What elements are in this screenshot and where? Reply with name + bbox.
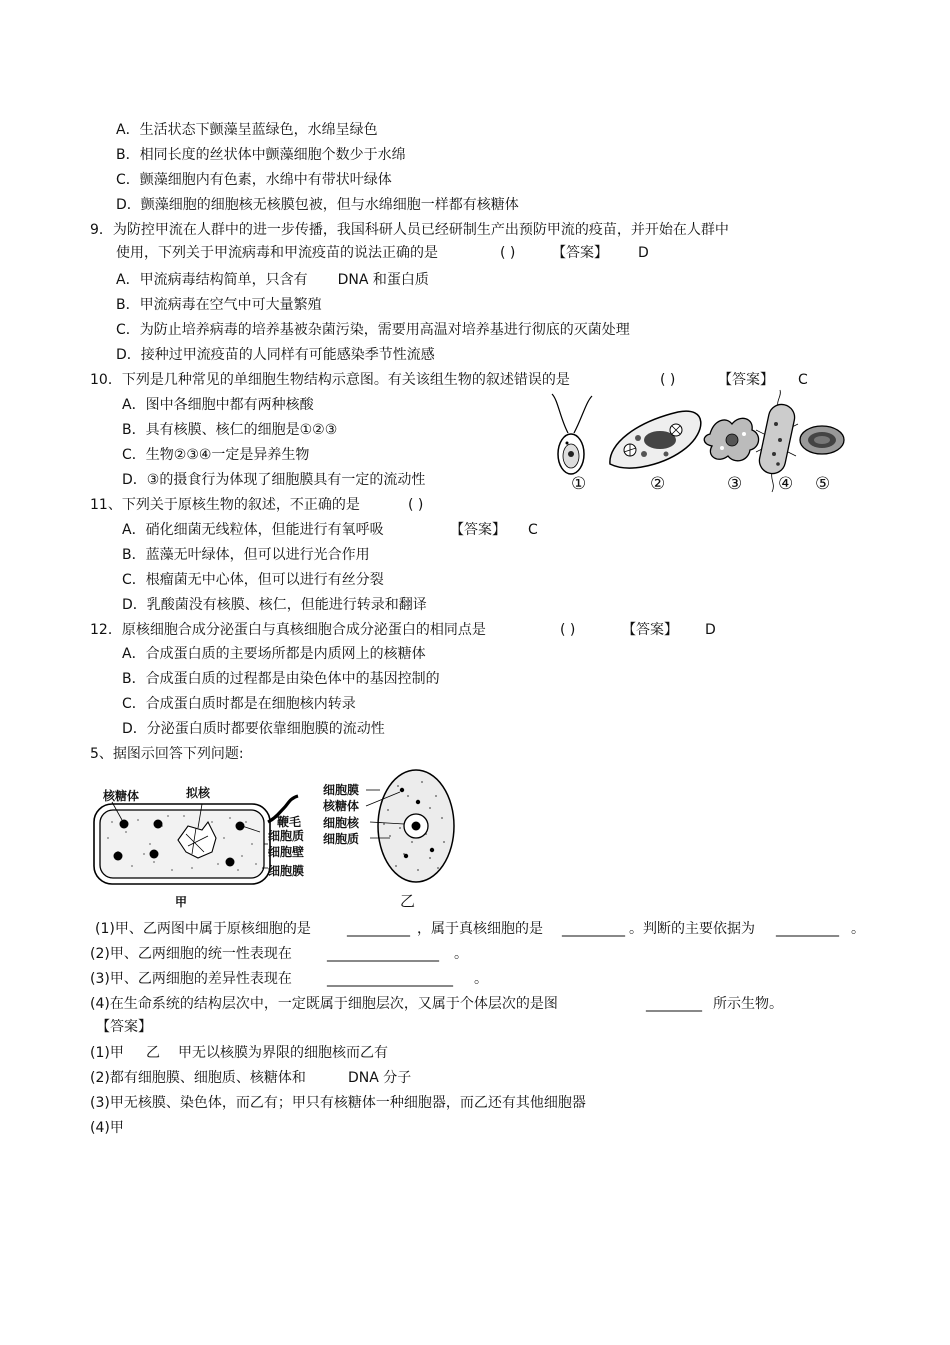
q12-option-b: B．合成蛋白质的过程都是由染色体中的基因控制的	[122, 671, 440, 687]
q11-answer-tag: 【答案】	[450, 522, 506, 538]
jia-label-cytoplasm: 细胞质	[268, 829, 305, 843]
q12-answer: D	[705, 622, 716, 638]
q9-option-d: D．接种过甲流疫苗的人同样有可能感染季节性流感	[116, 347, 435, 363]
q5-answer-1	[90, 1043, 388, 1063]
jia-label-ribosome: 核糖体	[103, 789, 140, 803]
q5-sub3	[90, 969, 488, 989]
q12-paren: ( )	[560, 622, 576, 638]
yi-label-cytoplasm: 细胞质	[323, 832, 360, 846]
q9-stem-line1: 9．为防控甲流在人群中的进一步传播，我国科研人员已经研制生产出预防甲流的疫苗，并开始在人群中	[90, 222, 729, 238]
q11-option-a: A．硝化细菌无线粒体，但能进行有氧呼吸	[122, 522, 384, 538]
q10-option-d: D．③的摄食行为体现了细胞膜具有一定的流动性	[122, 472, 426, 488]
yi-label-ribosome: 核糖体	[323, 799, 360, 813]
q12-answer-tag: 【答案】	[622, 622, 678, 638]
q5-answer-4: (4)甲	[90, 1120, 124, 1136]
jia-label-cell-wall: 细胞壁	[268, 845, 305, 859]
yi-label-cell-membrane: 细胞膜	[323, 783, 360, 797]
q8-option-d: D．颤藻细胞的细胞核无核膜包被，但与水绵细胞一样都有核糖体	[116, 197, 519, 213]
q10-answer: C	[798, 372, 808, 388]
q10-figure-label-1: ①	[571, 474, 587, 494]
q10-option-a: A．图中各细胞中都有两种核酸	[122, 397, 314, 413]
q5-sub1-text-d: 。	[851, 921, 865, 937]
jia-label-nucleoid: 拟核	[186, 786, 211, 800]
q5-answer-1-b: 乙	[146, 1045, 160, 1061]
q10-option-b: B．具有核膜、核仁的细胞是①②③	[122, 422, 338, 438]
q5-sub2-blank: ________________	[327, 946, 439, 962]
q10-option-c: C．生物②③④一定是异养生物	[122, 447, 310, 463]
organism-5-red-blood-cell	[800, 426, 844, 454]
q12-stem-line	[90, 620, 716, 640]
q5-sub3-text-b: 。	[474, 971, 488, 987]
q9-option-a-text: A．甲流病毒结构简单，只含有	[116, 272, 308, 288]
q5-sub4-text-a: (4)在生命系统的结构层次中，一定既属于细胞层次，又属于个体层次的是图	[90, 996, 558, 1012]
q5-sub3-blank: __________________	[327, 971, 453, 987]
q12-option-d: D．分泌蛋白质时都要依靠细胞膜的流动性	[122, 721, 385, 737]
q8-option-c: C．颤藻细胞内有色素，水绵中有带状叶绿体	[116, 172, 392, 188]
jia-label-flagellum: 鞭毛	[277, 815, 302, 829]
q5-sub4-blank: ________	[646, 996, 702, 1012]
q5-answer-tag: 【答案】	[96, 1019, 152, 1035]
q5-sub1-blank3: _________	[776, 921, 839, 937]
q11-answer: C	[528, 522, 538, 538]
q9-answer: D	[638, 245, 649, 261]
q11-option-b: B．蓝藻无叶绿体，但可以进行光合作用	[122, 547, 370, 563]
q10-paren: ( )	[660, 372, 676, 388]
jia-caption: 甲	[175, 895, 188, 909]
q10-figure-label-2: ②	[650, 474, 666, 494]
q8-option-a: A．生活状态下颤藻呈蓝绿色，水绵呈绿色	[116, 122, 378, 138]
q10-figure-label-4: ④	[778, 474, 794, 494]
q9-option-a-dna: DNA 和蛋白质	[337, 272, 429, 288]
q5-sub1-blank2: _________	[562, 921, 625, 937]
q5-sub1-blank1: _________	[347, 921, 410, 937]
jia-label-cell-membrane: 细胞膜	[268, 864, 305, 878]
q5-answer-2-a: (2)都有细胞膜、细胞质、核糖体和	[90, 1070, 306, 1086]
q10-figure-label-3: ③	[727, 474, 743, 494]
q9-option-c: C．为防止培养病毒的培养基被杂菌污染，需要用高温对培养基进行彻底的灭菌处理	[116, 322, 630, 338]
yi-label-nucleus: 细胞核	[323, 816, 360, 830]
q11-option-d: D．乳酸菌没有核膜、核仁，但能进行转录和翻译	[122, 597, 427, 613]
q5-answer-1-a: (1)甲	[90, 1045, 124, 1061]
organism-2-paramecium	[610, 411, 701, 468]
q10-stem: 10．下列是几种常见的单细胞生物结构示意图。有关该组生物的叙述错误的是	[90, 372, 570, 388]
q5-sub2-text-a: (2)甲、乙两细胞的统一性表现在	[90, 946, 292, 962]
q10-organisms-figure	[548, 388, 848, 500]
q9-stem-text: 使用，下列关于甲流病毒和甲流疫苗的说法正确的是	[116, 245, 438, 261]
q5-answer-3: (3)甲无核膜、染色体，而乙有；甲只有核糖体一种细胞器，而乙还有其他细胞器	[90, 1095, 586, 1111]
q11-paren: ( )	[408, 497, 424, 513]
q5-answer-1-c: 甲无以核膜为界限的细胞核而乙有	[178, 1045, 388, 1061]
q10-figure-label-5: ⑤	[815, 474, 831, 494]
q5-sub2	[90, 944, 468, 964]
q5-sub1-text-b: ，属于真核细胞的是	[417, 921, 543, 937]
q12-option-a: A．合成蛋白质的主要场所都是内质网上的核糖体	[122, 646, 426, 662]
q5-sub1-text-c: 。判断的主要依据为	[629, 921, 755, 937]
q9-option-b: B．甲流病毒在空气中可大量繁殖	[116, 297, 322, 313]
q5-sub1	[95, 919, 865, 939]
q9-option-a	[116, 270, 429, 290]
q10-stem-line	[90, 370, 808, 390]
q5-sub1-text-a: (1)甲、乙两图中属于原核细胞的是	[95, 921, 311, 937]
q5-sub2-text-b: 。	[454, 946, 468, 962]
q11-option-a-line	[122, 520, 538, 540]
q12-stem: 12．原核细胞合成分泌蛋白与真核细胞合成分泌蛋白的相同点是	[90, 622, 486, 638]
q5-sub4	[90, 994, 783, 1014]
q9-paren: ( )	[500, 245, 516, 261]
yi-caption: 乙	[400, 892, 416, 910]
q11-stem: 11、下列关于原核生物的叙述，不正确的是	[90, 497, 360, 513]
q5-answer-2-b: DNA 分子	[348, 1070, 412, 1086]
q5-sub3-text-a: (3)甲、乙两细胞的差异性表现在	[90, 971, 292, 987]
q10-answer-tag: 【答案】	[718, 372, 774, 388]
q11-option-c: C．根瘤菌无中心体，但可以进行有丝分裂	[122, 572, 384, 588]
q5-stem: 5、据图示回答下列问题:	[90, 746, 244, 762]
q9-answer-tag: 【答案】	[552, 245, 608, 261]
q12-option-c: C．合成蛋白质时都是在细胞核内转录	[122, 696, 356, 712]
organism-3-amoeba	[704, 418, 758, 460]
q9-stem-line2	[116, 243, 649, 263]
q5-sub4-text-b: 所示生物。	[713, 996, 783, 1012]
q5-answer-2	[90, 1068, 412, 1088]
q11-stem-line	[90, 495, 424, 515]
q8-option-b: B．相同长度的丝状体中颤藻细胞个数少于水绵	[116, 147, 406, 163]
organism-1-chlamydomonas	[552, 394, 592, 474]
